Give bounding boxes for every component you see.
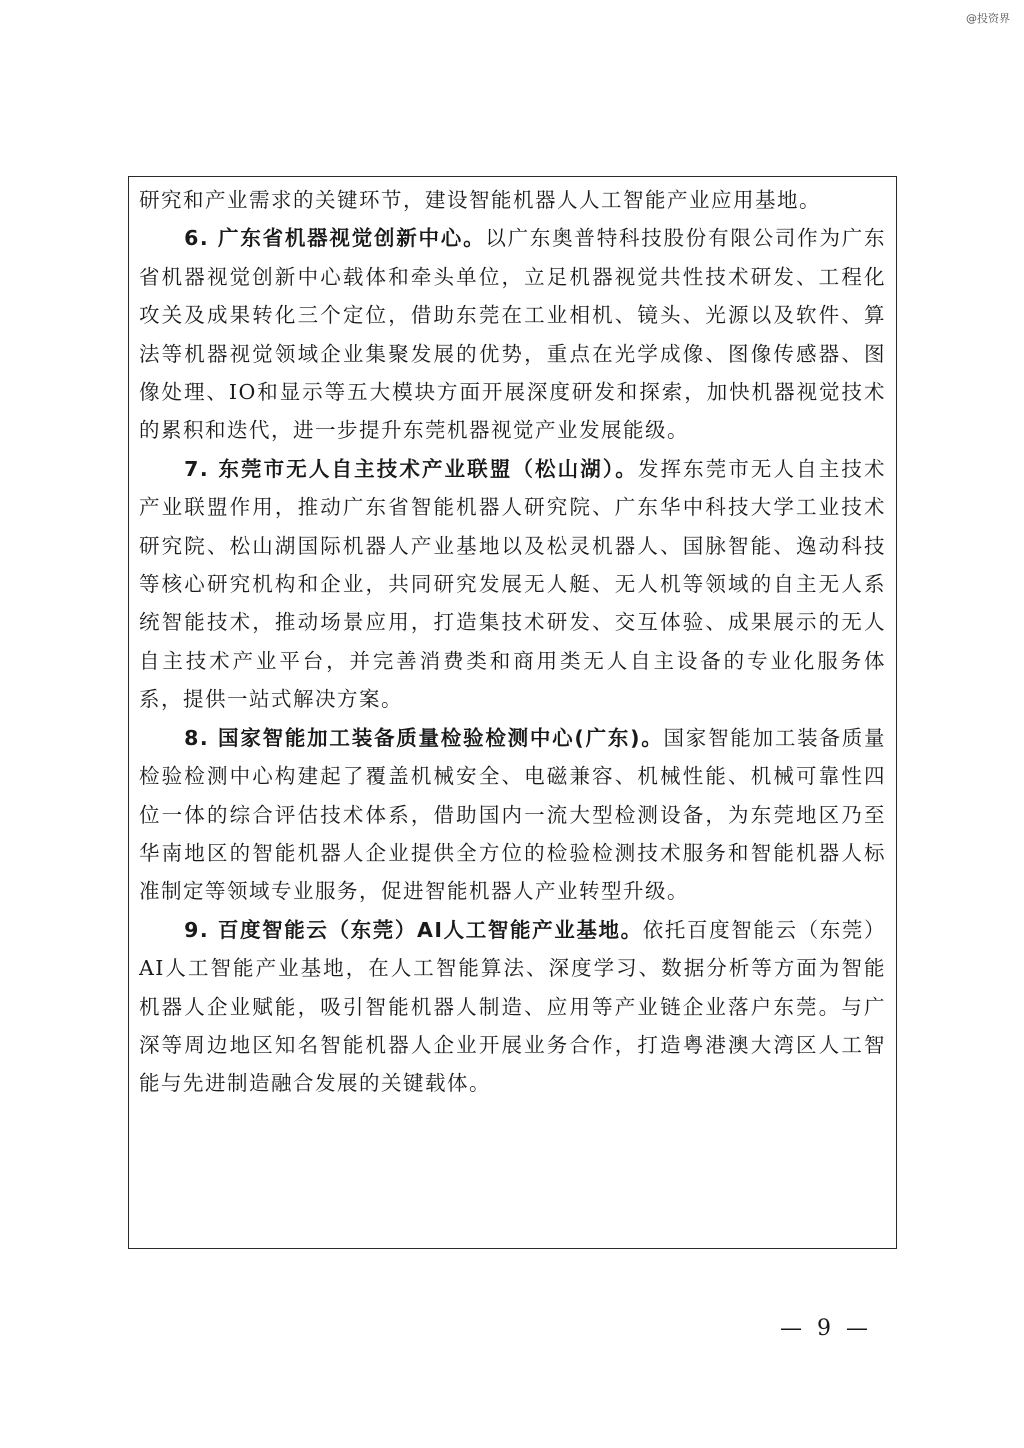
paragraph-item-6 <box>139 219 886 449</box>
paragraph-lead: 8. 国家智能加工装备质量检验检测中心(广东)。 <box>184 725 664 750</box>
paragraph-item-9 <box>139 911 886 1103</box>
paragraph-item-7 <box>139 450 886 719</box>
paragraph-text: 以广东奥普特科技股份有限公司作为广东省机器视觉创新中心载体和牵头单位，立足机器视觉共性技术研发、工程化攻关及成果转化三个定位，借助东莞在工业相机、镜头、光源以及软件、算法等机器视觉领域企业集聚发展的优势，重点在光学成像、图像传感器、图像处理、IO和显示等五大模块方面开展深度研发和探索，加快机器视觉技术的累积和迭代，进一步提升东莞机器视觉产业发展能级。 <box>139 226 886 443</box>
paragraph-text: 发挥东莞市无人自主技术产业联盟作用，推动广东省智能机器人研究院、广东华中科技大学工业技术研究院、松山湖国际机器人产业基地以及松灵机器人、国脉智能、逸动科技等核心研究机构和企业，共同研究发展无人艇、无人机等领域的自主无人系统智能技术，推动场景应用，打造集技术研发、交互体验、成果展示的无人自主技术产业平台，并完善消费类和商用类无人自主设备的专业化服务体系，提供一站式解决方案。 <box>139 456 886 712</box>
content-box <box>128 176 897 1249</box>
paragraph-item-8 <box>139 719 886 911</box>
paragraph-text: 国家智能加工装备质量检验检测中心构建起了覆盖机械安全、电磁兼容、机械性能、机械可靠性四位一体的综合评估技术体系，借助国内一流大型检测设备，为东莞地区乃至华南地区的智能机器人企业提供全方位的检验检测技术服务和智能机器人标准制定等领域专业服务，促进智能机器人产业转型升级。 <box>139 725 886 904</box>
page-number: — 9 — <box>780 1316 872 1341</box>
paragraph-lead: 6. 广东省机器视觉创新中心。 <box>184 226 486 251</box>
paragraph-text: 依托百度智能云（东莞）AI人工智能产业基地，在人工智能算法、深度学习、数据分析等方面为智能机器人企业赋能，吸引智能机器人制造、应用等产业链企业落户东莞。与广深等周边地区知名智能机器人企业开展业务合作，打造粤港澳大湾区人工智能与先进制造融合发展的关键载体。 <box>139 917 887 1096</box>
paragraph-text: 研究和产业需求的关键环节，建设智能机器人人工智能产业应用基地。 <box>139 188 821 212</box>
paragraph-continuation <box>139 181 886 219</box>
paragraph-lead: 9. 百度智能云（东莞）AI人工智能产业基地。 <box>184 917 643 942</box>
watermark: @投资界 <box>966 12 1010 25</box>
paragraph-lead: 7. 东莞市无人自主技术产业联盟（松山湖）。 <box>184 456 638 481</box>
